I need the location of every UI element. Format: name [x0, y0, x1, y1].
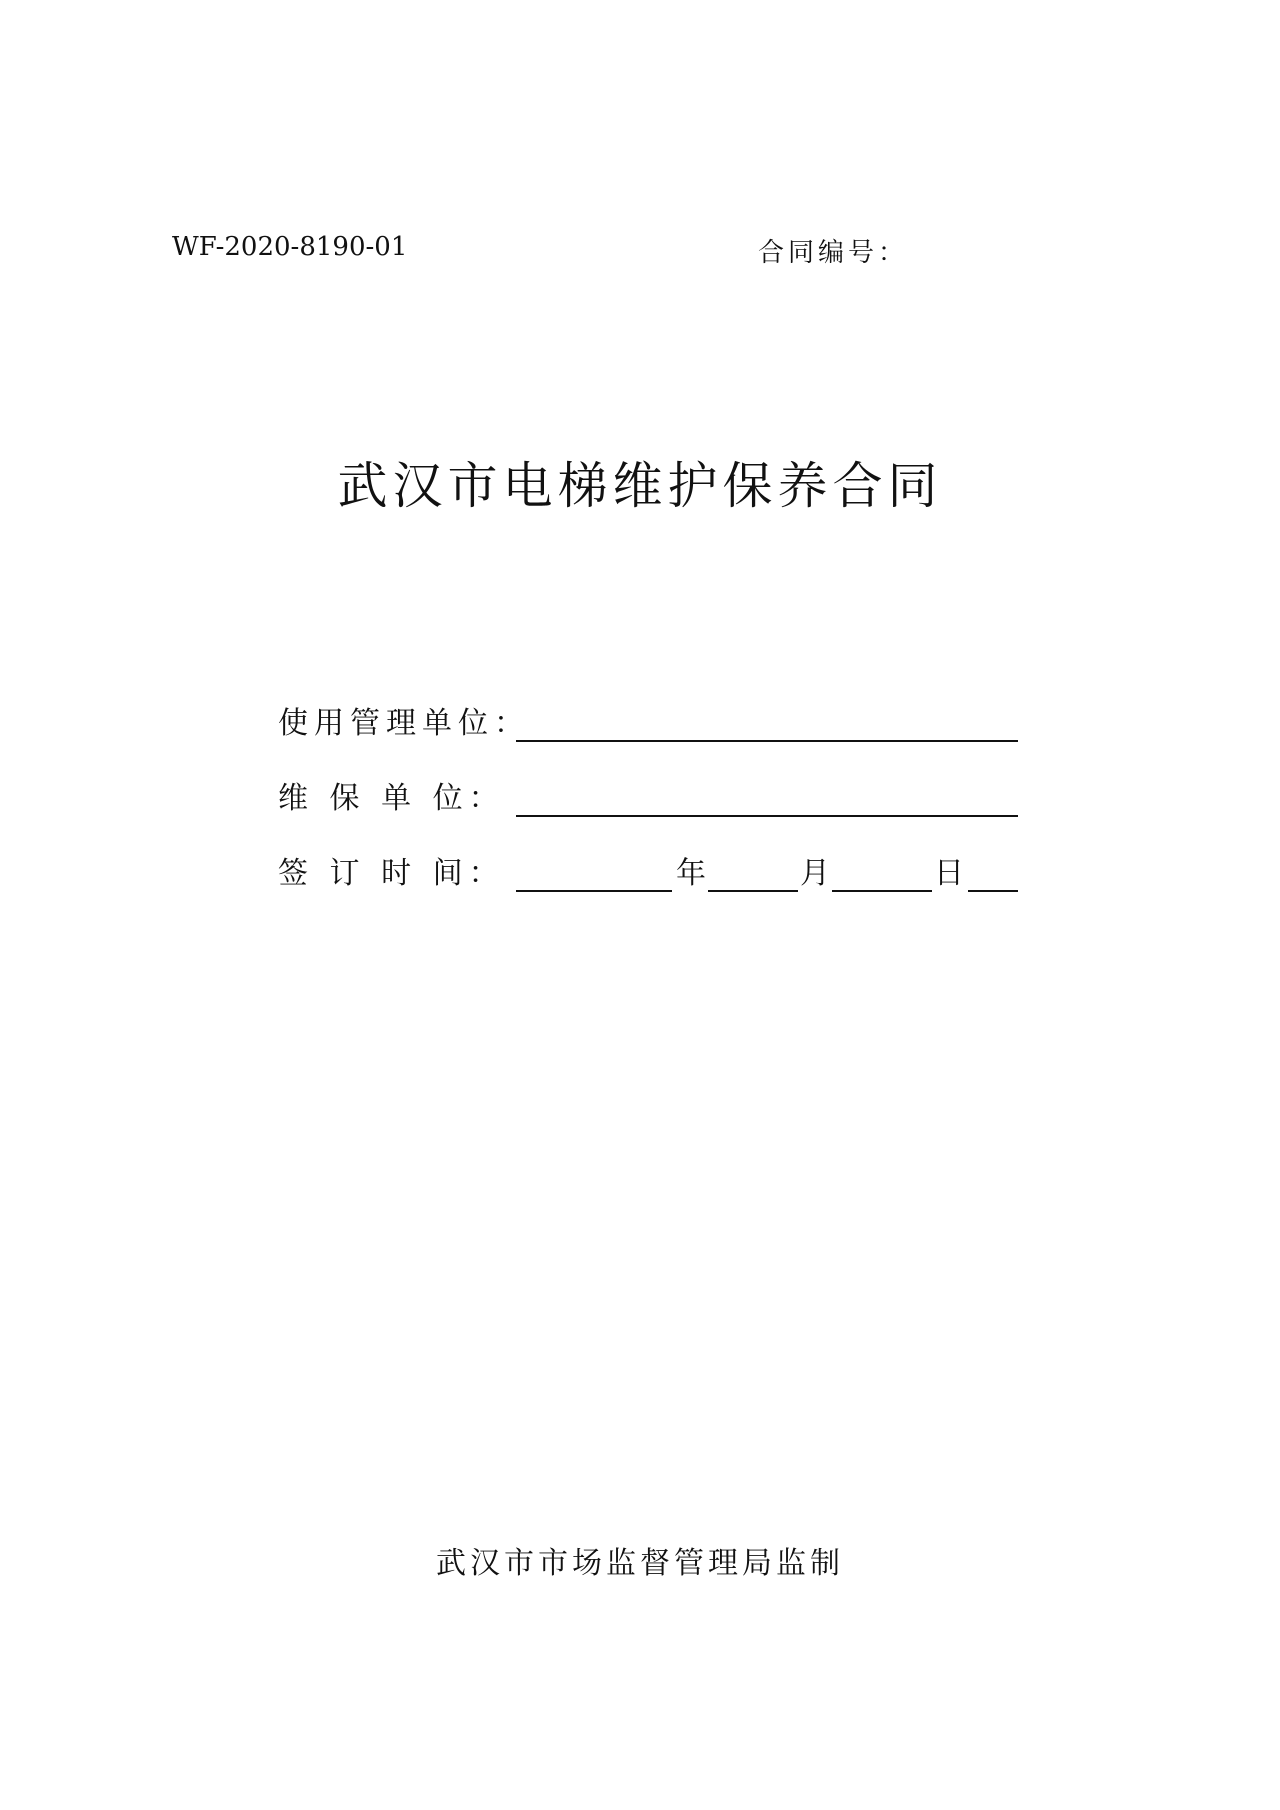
- user-unit-label: 使用管理单位：: [278, 706, 530, 741]
- signing-time-label: 签 订 时 间：: [278, 856, 505, 891]
- user-unit-row: [278, 700, 1018, 748]
- year-blank: [516, 890, 672, 892]
- signing-time-row: [278, 850, 1018, 898]
- user-unit-blank: [516, 740, 1018, 742]
- document-code: WF-2020-8190-01: [172, 232, 408, 262]
- maintenance-unit-row: [278, 775, 1018, 823]
- day-label: 日: [934, 856, 964, 891]
- month-label: 月: [800, 856, 830, 891]
- contract-number-label: 合同编号：: [758, 238, 909, 268]
- maintenance-unit-label: 维 保 单 位：: [278, 781, 505, 816]
- day-blank: [832, 890, 932, 892]
- month-blank: [708, 890, 798, 892]
- page-title: 武汉市电梯维护保养合同: [337, 457, 943, 515]
- year-label: 年: [676, 856, 706, 891]
- issuer-footer: 武汉市市场监督管理局监制: [436, 1546, 844, 1581]
- maintenance-unit-blank: [516, 815, 1018, 817]
- day-tail-blank: [968, 890, 1018, 892]
